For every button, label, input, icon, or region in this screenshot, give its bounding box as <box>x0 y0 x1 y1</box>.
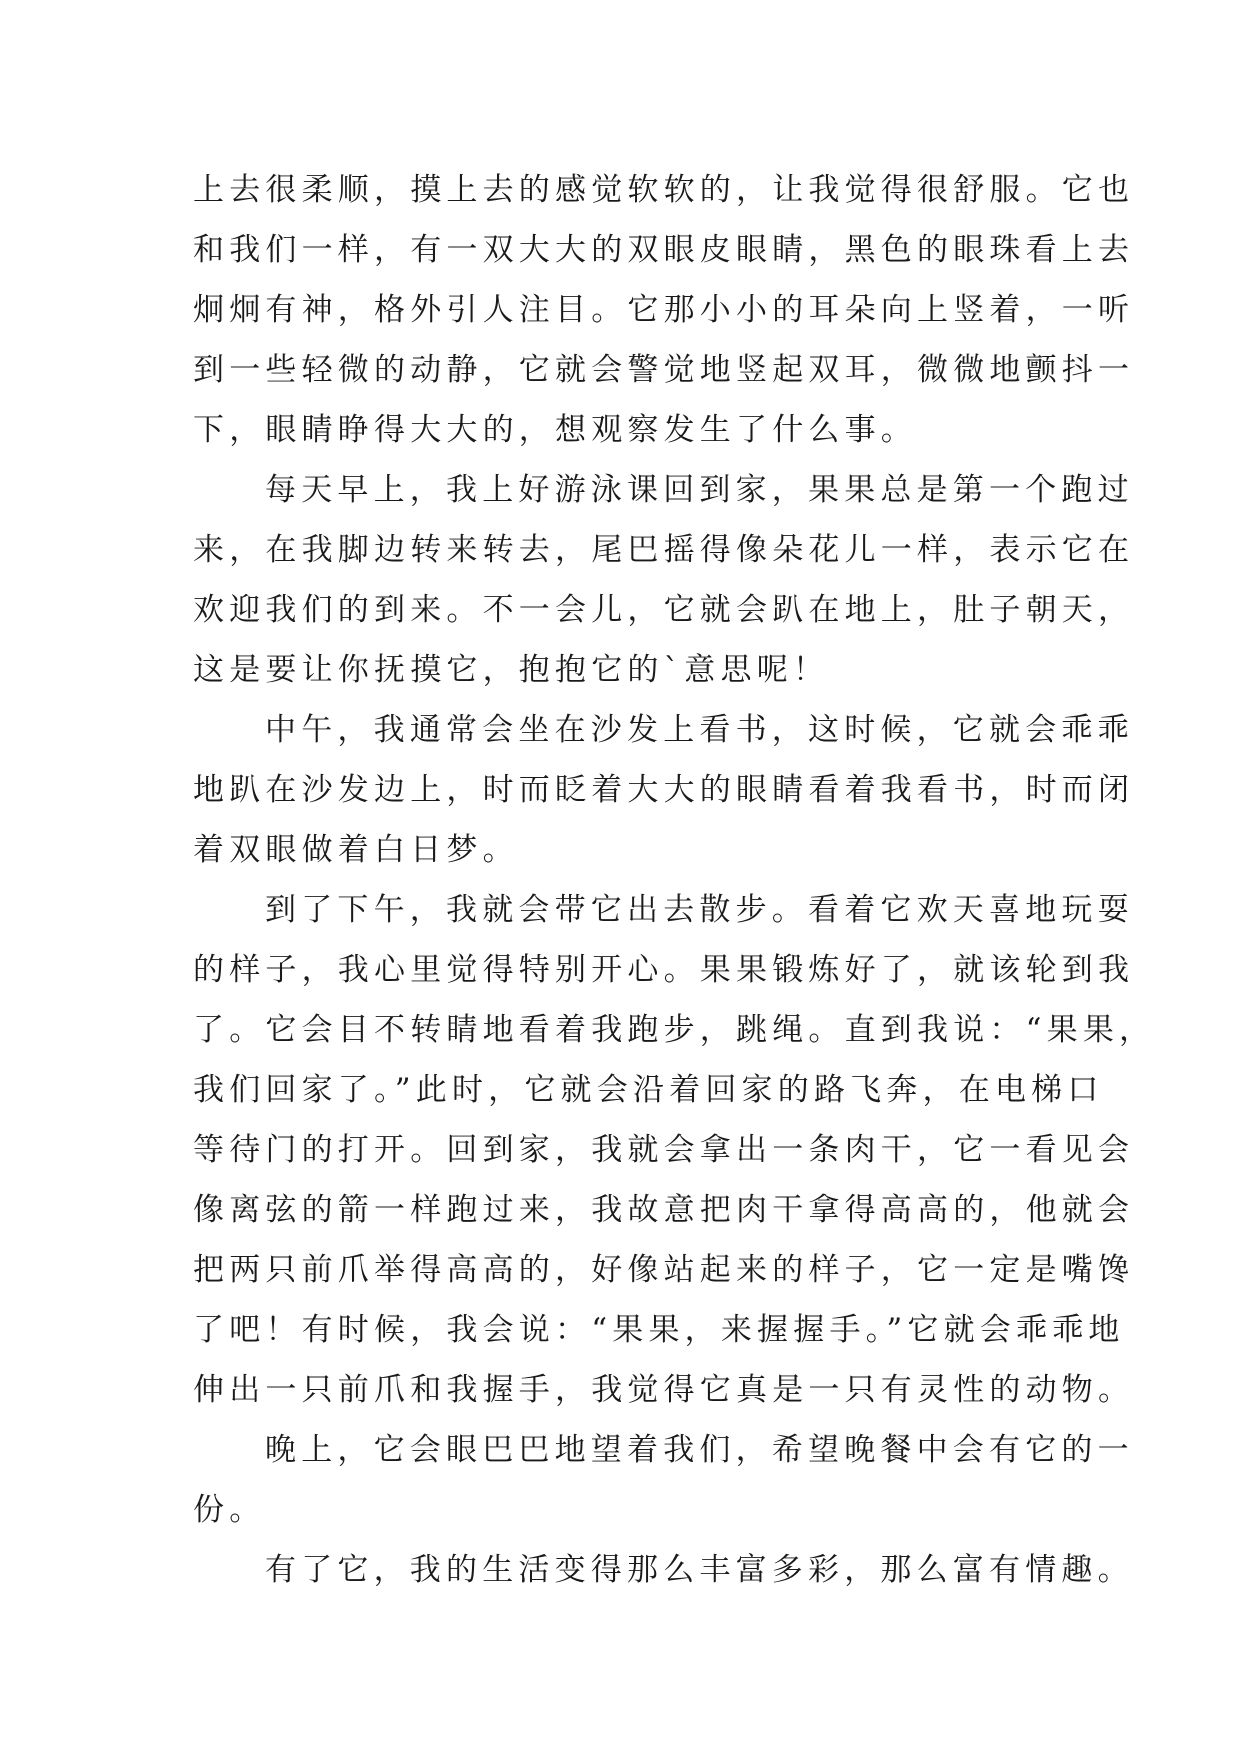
text-line: 到一些轻微的动静，它就会警觉地竖起双耳，微微地颤抖一 <box>193 352 1135 388</box>
text-line: 了。它会目不转睛地看着我跑步，跳绳。直到我说：“果果， <box>193 1012 1156 1048</box>
paragraph-start-line: 中午，我通常会坐在沙发上看书，这时候，它就会乖乖 <box>265 712 1134 748</box>
text-line: 像离弦的箭一样跑过来，我故意把肉干拿得高高的，他就会 <box>193 1192 1135 1228</box>
text-line: 上去很柔顺，摸上去的感觉软软的，让我觉得很舒服。它也 <box>193 172 1135 208</box>
text-line: 和我们一样，有一双大大的双眼皮眼睛，黑色的眼珠看上去 <box>193 232 1135 268</box>
text-line: 炯炯有神，格外引人注目。它那小小的耳朵向上竖着，一听 <box>193 292 1135 328</box>
text-line: 等待门的打开。回到家，我就会拿出一条肉干，它一看见会 <box>193 1132 1135 1168</box>
paragraph-start-line: 晚上，它会眼巴巴地望着我们，希望晚餐中会有它的一 <box>265 1432 1134 1468</box>
text-line: 份。 <box>193 1492 266 1528</box>
text-line: 下，眼睛睁得大大的，想观察发生了什么事。 <box>193 412 917 448</box>
text-line: 着双眼做着白日梦。 <box>193 832 519 868</box>
text-line: 地趴在沙发边上，时而眨着大大的眼睛看着我看书，时而闭 <box>193 772 1135 808</box>
text-line: 这是要让你抚摸它，抱抱它的`意思呢！ <box>193 652 830 688</box>
text-line: 我们回家了。”此时，它就会沿着回家的路飞奔，在电梯口 <box>193 1072 1104 1108</box>
paragraph-start-line: 到了下午，我就会带它出去散步。看着它欢天喜地玩耍 <box>265 892 1134 928</box>
body-text <box>193 160 1156 1600</box>
text-line: 欢迎我们的到来。不一会儿，它就会趴在地上，肚子朝天， <box>193 592 1135 628</box>
text-line: 伸出一只前爪和我握手，我觉得它真是一只有灵性的动物。 <box>193 1372 1135 1408</box>
text-line: 把两只前爪举得高高的，好像站起来的样子，它一定是嘴馋 <box>193 1252 1135 1288</box>
text-line: 来，在我脚边转来转去，尾巴摇得像朵花儿一样，表示它在 <box>193 532 1135 568</box>
text-line: 了吧！有时候，我会说：“果果，来握握手。”它就会乖乖地 <box>193 1312 1125 1348</box>
paragraph-start-line: 有了它，我的生活变得那么丰富多彩，那么富有情趣。 <box>265 1552 1134 1588</box>
text-line: 的样子，我心里觉得特别开心。果果锻炼好了，就该轮到我 <box>193 952 1135 988</box>
paragraph-start-line: 每天早上，我上好游泳课回到家，果果总是第一个跑过 <box>265 472 1134 508</box>
